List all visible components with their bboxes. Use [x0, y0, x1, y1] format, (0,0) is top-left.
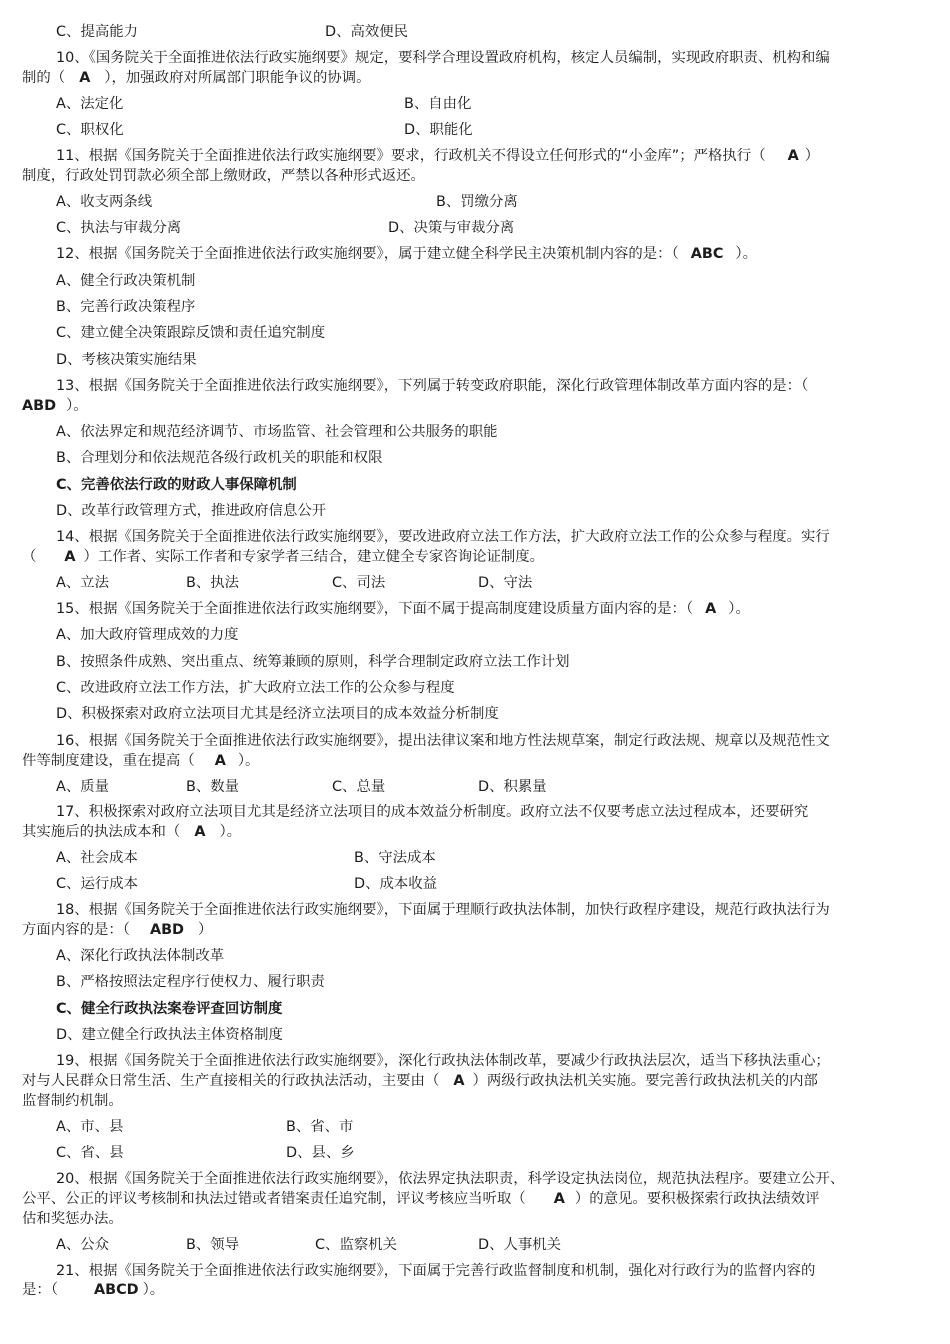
option-c: C、监察机关 [315, 1237, 398, 1253]
option-b: B、守法成本 [354, 850, 436, 866]
option-a: A、健全行政决策机制 [56, 273, 196, 289]
question-17-text-cont: 其实施后的执法成本和（ A ）。 [22, 824, 242, 840]
question-15-text: 15、根据《国务院关于全面推进依法行政实施纲要》，下面不属于提高制度建设质量方面内容的是：（ A ）。 [56, 601, 750, 617]
answer-key: A [194, 824, 206, 840]
question-18-text-cont: 方面内容的是：（ ABD ） [22, 922, 213, 938]
option-d: D、守法 [478, 575, 533, 591]
answer-key: A [787, 148, 799, 164]
question-13-text: 13、根据《国务院关于全面推进依法行政实施纲要》，下列属于转变政府职能，深化行政管理体制改革方面内容的是：（ [56, 378, 809, 394]
question-19-text-cont: 对与人民群众日常生活、生产直接相关的行政执法活动，主要由（ A ）两级行政执法机关实施。要完善行政执法机关的内部 [22, 1073, 818, 1089]
option-b: B、数量 [186, 779, 240, 795]
option-d: D、人事机关 [478, 1237, 562, 1253]
question-18-text: 18、根据《国务院关于全面推进依法行政实施纲要》，下面属于理顺行政执法体制，加快行政程序建设，规范行政执法行为 [56, 902, 830, 918]
question-11-text: 11、根据《国务院关于全面推进依法行政实施纲要》要求，行政机关不得设立任何形式的“小金库”；严格执行（ A ） [56, 148, 820, 164]
answer-key: ABC [690, 246, 724, 262]
option-b: B、省、市 [286, 1119, 354, 1135]
option-a: A、社会成本 [56, 850, 138, 866]
option-b: B、执法 [186, 575, 240, 591]
answer-key: A [705, 601, 717, 617]
answer-key: ABCD [93, 1282, 139, 1298]
option-a: A、依法界定和规范经济调节、市场监管、社会管理和公共服务的职能 [56, 424, 498, 440]
option-c: C、建立健全决策跟踪反馈和责任追究制度 [56, 325, 326, 341]
question-13-text-cont: ABD ）。 [22, 398, 88, 414]
answer-key: A [214, 753, 226, 769]
option-b: B、领导 [186, 1237, 240, 1253]
option-d: D、考核决策实施结果 [56, 352, 197, 368]
option-d: D、建立健全行政执法主体资格制度 [56, 1027, 283, 1043]
answer-key: ABD [22, 398, 57, 414]
option-d: D、成本收益 [354, 876, 438, 892]
answer-key: A [64, 549, 76, 565]
answer-key: ABD [149, 922, 184, 938]
option-c: C、总量 [332, 779, 386, 795]
question-20-text-cont: 公平、公正的评议考核制和执法过错或者错案责任追究制，评议考核应当听取（ A ）的意见。要积极探索行政执法绩效评 [22, 1191, 820, 1207]
question-14-text: 14、根据《国务院关于全面推进依法行政实施纲要》，要改进政府立法工作方法，扩大政府立法工作的公众参与程度。实行 [56, 529, 830, 545]
option-b: B、严格按照法定程序行使权力、履行职责 [56, 974, 325, 990]
option-c: C、司法 [332, 575, 386, 591]
option-a: A、质量 [56, 779, 110, 795]
option-a: A、公众 [56, 1237, 110, 1253]
option-a: A、法定化 [56, 96, 124, 112]
option-a: A、立法 [56, 575, 110, 591]
option-a: A、收支两条线 [56, 194, 153, 210]
question-20-text-cont-2: 估和奖惩办法。 [22, 1211, 123, 1227]
option-d: D、县、乡 [286, 1145, 355, 1161]
option-c: C、职权化 [56, 122, 124, 138]
question-14-text-cont: （ A ）工作者、实际工作者和专家学者三结合，建立健全专家咨询论证制度。 [22, 549, 545, 565]
question-10-text-cont: 制的（ A ），加强政府对所属部门职能争议的协调。 [22, 70, 371, 86]
option-c: C、健全行政执法案卷评查回访制度 [56, 1001, 283, 1017]
option-c: C、改进政府立法工作方法，扩大政府立法工作的公众参与程度 [56, 680, 455, 696]
option-c: C、执法与审裁分离 [56, 220, 182, 236]
option-d: D、高效便民 [325, 24, 409, 40]
question-16-text: 16、根据《国务院关于全面推进依法行政实施纲要》，提出法律议案和地方性法规草案，制定行政法规、规章以及规范性文 [56, 733, 830, 749]
option-c: C、省、县 [56, 1145, 124, 1161]
option-b: B、完善行政决策程序 [56, 299, 196, 315]
option-b: B、合理划分和依法规范各级行政机关的职能和权限 [56, 450, 383, 466]
option-c: C、运行成本 [56, 876, 139, 892]
option-c: C、完善依法行政的财政人事保障机制 [56, 477, 297, 493]
answer-key: A [453, 1073, 465, 1089]
option-d: D、积极探索对政府立法项目尤其是经济立法项目的成本效益分析制度 [56, 706, 499, 722]
question-12-text: 12、根据《国务院关于全面推进依法行政实施纲要》，属于建立健全科学民主决策机制内容的是：（ ABC ）。 [56, 246, 757, 262]
answer-key: A [553, 1191, 565, 1207]
option-a: A、加大政府管理成效的力度 [56, 627, 239, 643]
option-d: D、改革行政管理方式，推进政府信息公开 [56, 503, 327, 519]
option-c: C、提高能力 [56, 24, 139, 40]
option-a: A、市、县 [56, 1119, 124, 1135]
question-10-text: 10、《国务院关于全面推进依法行政实施纲要》规定，要科学合理设置政府机构，核定人员编制，实现政府职责、机构和编 [56, 50, 830, 66]
question-16-text-cont: 件等制度建设，重在提高（ A ）。 [22, 753, 260, 769]
option-d: D、决策与审裁分离 [388, 220, 515, 236]
option-b: B、罚缴分离 [436, 194, 518, 210]
question-21-text: 21、根据《国务院关于全面推进依法行政实施纲要》，下面属于完善行政监督制度和机制，强化对行政行为的监督内容的 [56, 1263, 816, 1279]
option-d: D、职能化 [404, 122, 473, 138]
question-20-text: 20、根据《国务院关于全面推进依法行政实施纲要》，依法界定执法职责，科学设定执法岗位，规范执法程序。要建立公开、 [56, 1171, 845, 1187]
option-d: D、积累量 [478, 779, 547, 795]
option-a: A、深化行政执法体制改革 [56, 948, 225, 964]
option-b: B、自由化 [404, 96, 472, 112]
option-b: B、按照条件成熟、突出重点、统筹兼顾的原则，科学合理制定政府立法工作计划 [56, 654, 570, 670]
question-11-text-cont: 制度，行政处罚罚款必须全部上缴财政，严禁以各种形式返还。 [22, 168, 425, 184]
question-21-text-cont: 是：（ ABCD ）。 [22, 1282, 165, 1298]
question-19-text-cont-2: 监督制约机制。 [22, 1093, 123, 1109]
question-17-text: 17、积极探索对政府立法项目尤其是经济立法项目的成本效益分析制度。政府立法不仅要考虑立法过程成本，还要研究 [56, 804, 809, 820]
question-19-text: 19、根据《国务院关于全面推进依法行政实施纲要》，深化行政执法体制改革，要减少行政执法层次，适当下移执法重心； [56, 1053, 830, 1069]
answer-key: A [79, 70, 91, 86]
